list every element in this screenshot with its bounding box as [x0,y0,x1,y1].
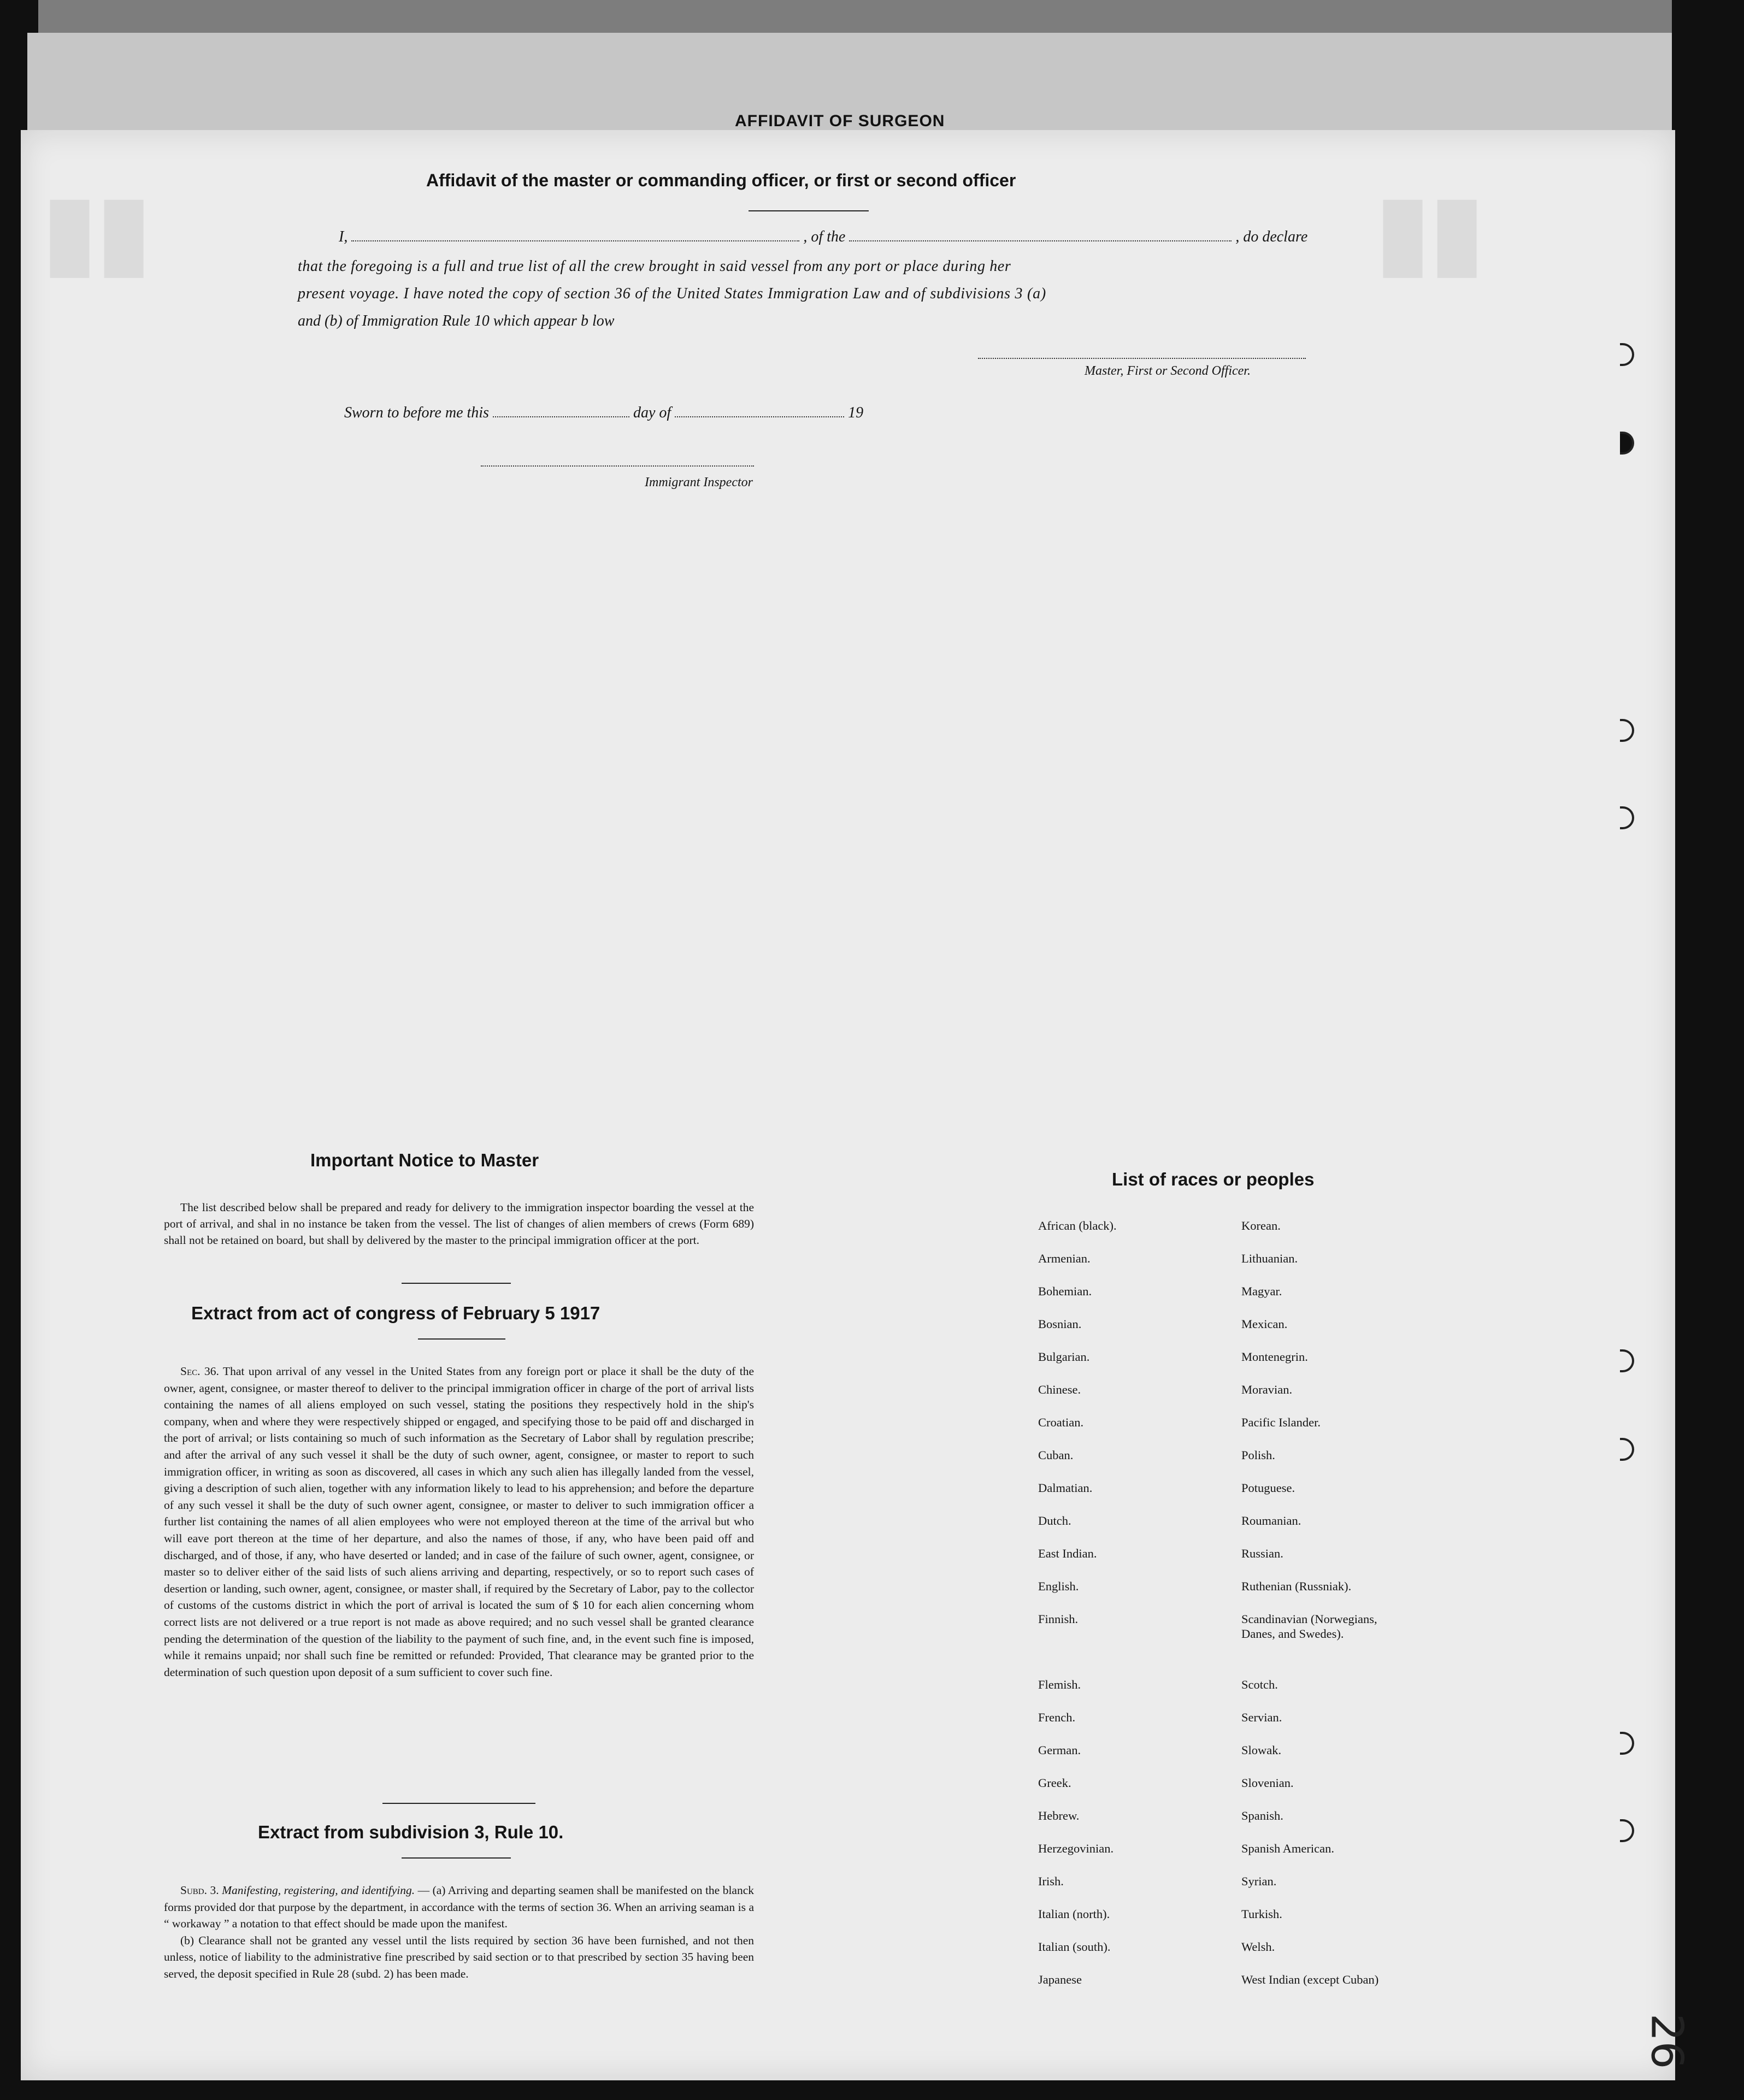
race-item: Pacific Islander. [1241,1415,1321,1429]
bleed-through-number-mark-right: ▮▮ [1376,176,1484,286]
race-item: Chinese. [1038,1383,1081,1396]
sworn-day-of: day of [633,404,671,421]
race-item: Hebrew. [1038,1809,1080,1822]
race-item: Russian. [1241,1547,1283,1560]
race-item: Italian (south). [1038,1940,1111,1954]
sworn-prefix: Sworn to before me this [344,404,489,421]
extract-act-title: Extract from act of congress of February 5 1917 [191,1303,600,1323]
race-item: Bohemian. [1038,1284,1092,1298]
affidavit-of-the-text: , of the [803,228,846,245]
affidavit-line-4: and (b) of Immigration Rule 10 which appear b low [298,312,615,329]
subdivision-a-paragraph [164,1882,754,1932]
race-item: Roumanian. [1241,1514,1301,1527]
master-caption: Master, First or Second Officer. [1085,364,1251,378]
race-item: Irish. [1038,1874,1064,1888]
race-item: Montenegrin. [1241,1350,1308,1364]
race-item: Dalmatian. [1038,1481,1093,1495]
race-item: East Indian. [1038,1547,1097,1560]
race-item: Herzegovinian. [1038,1842,1114,1855]
sworn-month-blank[interactable] [675,416,844,417]
affidavit-line-2: that the foregoing is a full and true list of all the crew brought in said vessel from any port or place during her [298,258,1011,275]
subd-para-a: — (a) Arriving and departing seamen shall be manifested on the blanck forms provided dor that purpose by the department, in accordance with the terms of section 36. When an arriving seaman is a “ workaway ” a notation to that effect should be made upon the manifest. [164,1884,755,1930]
surgeon-affidavit-strip-title: AFFIDAVIT OF SURGEON [735,112,945,130]
race-item: Potuguese. [1241,1481,1295,1495]
race-item: Spanish American. [1241,1842,1334,1855]
master-signature-line[interactable] [978,358,1306,359]
race-item: Servian. [1241,1710,1282,1724]
races-title: List of races or peoples [1112,1169,1315,1189]
affidavit-title: Affidavit of the master or commanding officer, or first or second officer [426,170,1016,190]
race-item: Scotch. [1241,1678,1278,1691]
race-item: Armenian. [1038,1252,1091,1265]
extract-act-end-rule [382,1803,535,1804]
race-item: Bulgarian. [1038,1350,1090,1364]
race-item: French. [1038,1710,1076,1724]
extract-act-rule [418,1338,505,1340]
race-item: Japanese [1038,1973,1082,1986]
race-item: Magyar. [1241,1284,1282,1298]
subd-label: Subd. 3. [180,1884,219,1897]
document-page [21,130,1675,2080]
notice-rule [402,1283,511,1284]
handwritten-page-number: 26 [1641,2013,1693,2069]
vessel-name-blank[interactable] [849,240,1232,241]
race-item: Greek. [1038,1776,1071,1790]
affidavit-declare-text: , do declare [1235,228,1308,245]
affidavit-line-3: present voyage. I have noted the copy of section 36 of the United States Immigration Law and of subdivisions 3 (a) [298,285,1046,302]
race-item: Flemish. [1038,1678,1081,1691]
race-item: Syrian. [1241,1874,1277,1888]
sworn-year: 19 [848,404,864,421]
notice-title: Important Notice to Master [310,1150,539,1170]
race-item: Finnish. [1038,1612,1079,1626]
race-item: Slowak. [1241,1743,1282,1757]
section-36-label: Sec. 36. [180,1365,219,1378]
extract-rule-rule [402,1857,511,1859]
sworn-line [344,404,863,422]
race-item: Bosnian. [1038,1317,1082,1331]
notice-text: The list described below shall be prepared and ready for delivery to the immigration inspector boarding the vessel at the port of arrival, and shal in no instance be taken from the vessel. The list of changes of alien members of crews (Form 689) shall not be retained on board, but shall by delivered by the master to the principal immigration officer at the port. [164,1201,754,1247]
race-item: Dutch. [1038,1514,1071,1527]
inspector-signature-line[interactable] [481,465,754,467]
race-item: Moravian. [1241,1383,1293,1396]
race-item: Slovenian. [1241,1776,1294,1790]
subd-heading: Manifesting, registering, and identifying. [222,1884,415,1897]
race-item: Mexican. [1241,1317,1288,1331]
race-item: Cuban. [1038,1448,1074,1462]
race-item: Polish. [1241,1448,1275,1462]
race-item: Welsh. [1241,1940,1275,1954]
race-item: Scandinavian (Norwegians, Danes, and Swedes). [1241,1612,1377,1641]
race-item: Ruthenian (Russniak). [1241,1579,1352,1593]
race-item: Korean. [1241,1219,1281,1232]
extract-rule-text [164,1882,754,1982]
race-item: West Indian (except Cuban) [1241,1973,1379,1986]
extract-rule-title: Extract from subdivision 3, Rule 10. [258,1822,564,1842]
races-column-right [1241,1218,1378,2005]
race-item: African (black). [1038,1219,1117,1232]
extract-act-text [164,1363,754,1680]
sworn-day-blank[interactable] [493,416,629,417]
section-36-body: That upon arrival of any vessel in the United States from any foreign port or place it shall be the duty of the owner, agent, consignee, or master thereof to deliver to the principal immigration officer in charge of the port of arrival lists containing the names of all aliens employed on such vessel, stating the positions they respectively hold in the ship's company, when and where they were respectively shipped or engaged, and specifying those to be paid off and discharged in the port of arrival; or lists containing so much of such information as the Secretary of Labor shall by regulation prescribe; and after the arrival of any such vessel it shall be the duty of such owner, agent, consignee, or master to report to such immigration officer, in writing as soon as discovered, all cases in which any such alien has illegally landed from the vessel, giving a description of such alien, together with any information likely to lead to his apprehension; and before the departure of any such vessel it shall be the duty of such owner agent, consignee, or master to deliver to such immigration officer a further list containing the names of all alien employees who were not employed thereon at the time of the arrival but who will eave port thereon at the time of her departure, and also the names of those, if any, who have been paid off and discharged, and of those, if any, who have deserted or landed; and in case of the failure of such owner, agent, consignee, or master so to deliver either of the said lists of such aliens arriving and departing, respectively, or so to report such cases of desertion or landing, such owner, agent, consignee, or master shall, if required by the Secretary of Labor, pay to the collector of customs of the customs district in which the port of arrival is located the sum of $ 10 for each alien concerning whom correct lists are not delivered or a true report is not made as above required; and no such vessel shall be granted clearance pending the determination of the question of the liability to the payment of such fine, and, in the event such fine is imposed, while it remains unpaid; nor shall such fine be remitted or refunded: Provided, That clearance may be granted prior to the determination of such question upon deposit of a sum sufficient to cover such fine. [164,1365,754,1679]
subdivision-b-paragraph: (b) Clearance shall not be granted any vessel until the lists required by section 36 have been furnished, and not then unless, notice of liability to the administrative fine prescribed by said section or to that prescribed by section 35 having been served, the deposit specified in Rule 28 (subd. 2) has been made. [164,1933,754,1980]
race-item: Lithuanian. [1241,1252,1298,1265]
officer-name-blank[interactable] [351,240,799,241]
race-item: German. [1038,1743,1081,1757]
inspector-caption: Immigrant Inspector [645,475,753,489]
races-column-left [1038,1218,1117,2005]
race-item: Italian (north). [1038,1907,1110,1921]
race-item: Croatian. [1038,1415,1084,1429]
affidavit-name-prefix: I, [339,228,348,245]
bleed-through-number-mark: ▮▮ [43,176,151,286]
race-item: Spanish. [1241,1809,1283,1822]
race-item: Turkish. [1241,1907,1282,1921]
affidavit-title-rule [749,210,869,211]
affidavit-line-1 [339,228,1307,246]
race-item: English. [1038,1579,1079,1593]
